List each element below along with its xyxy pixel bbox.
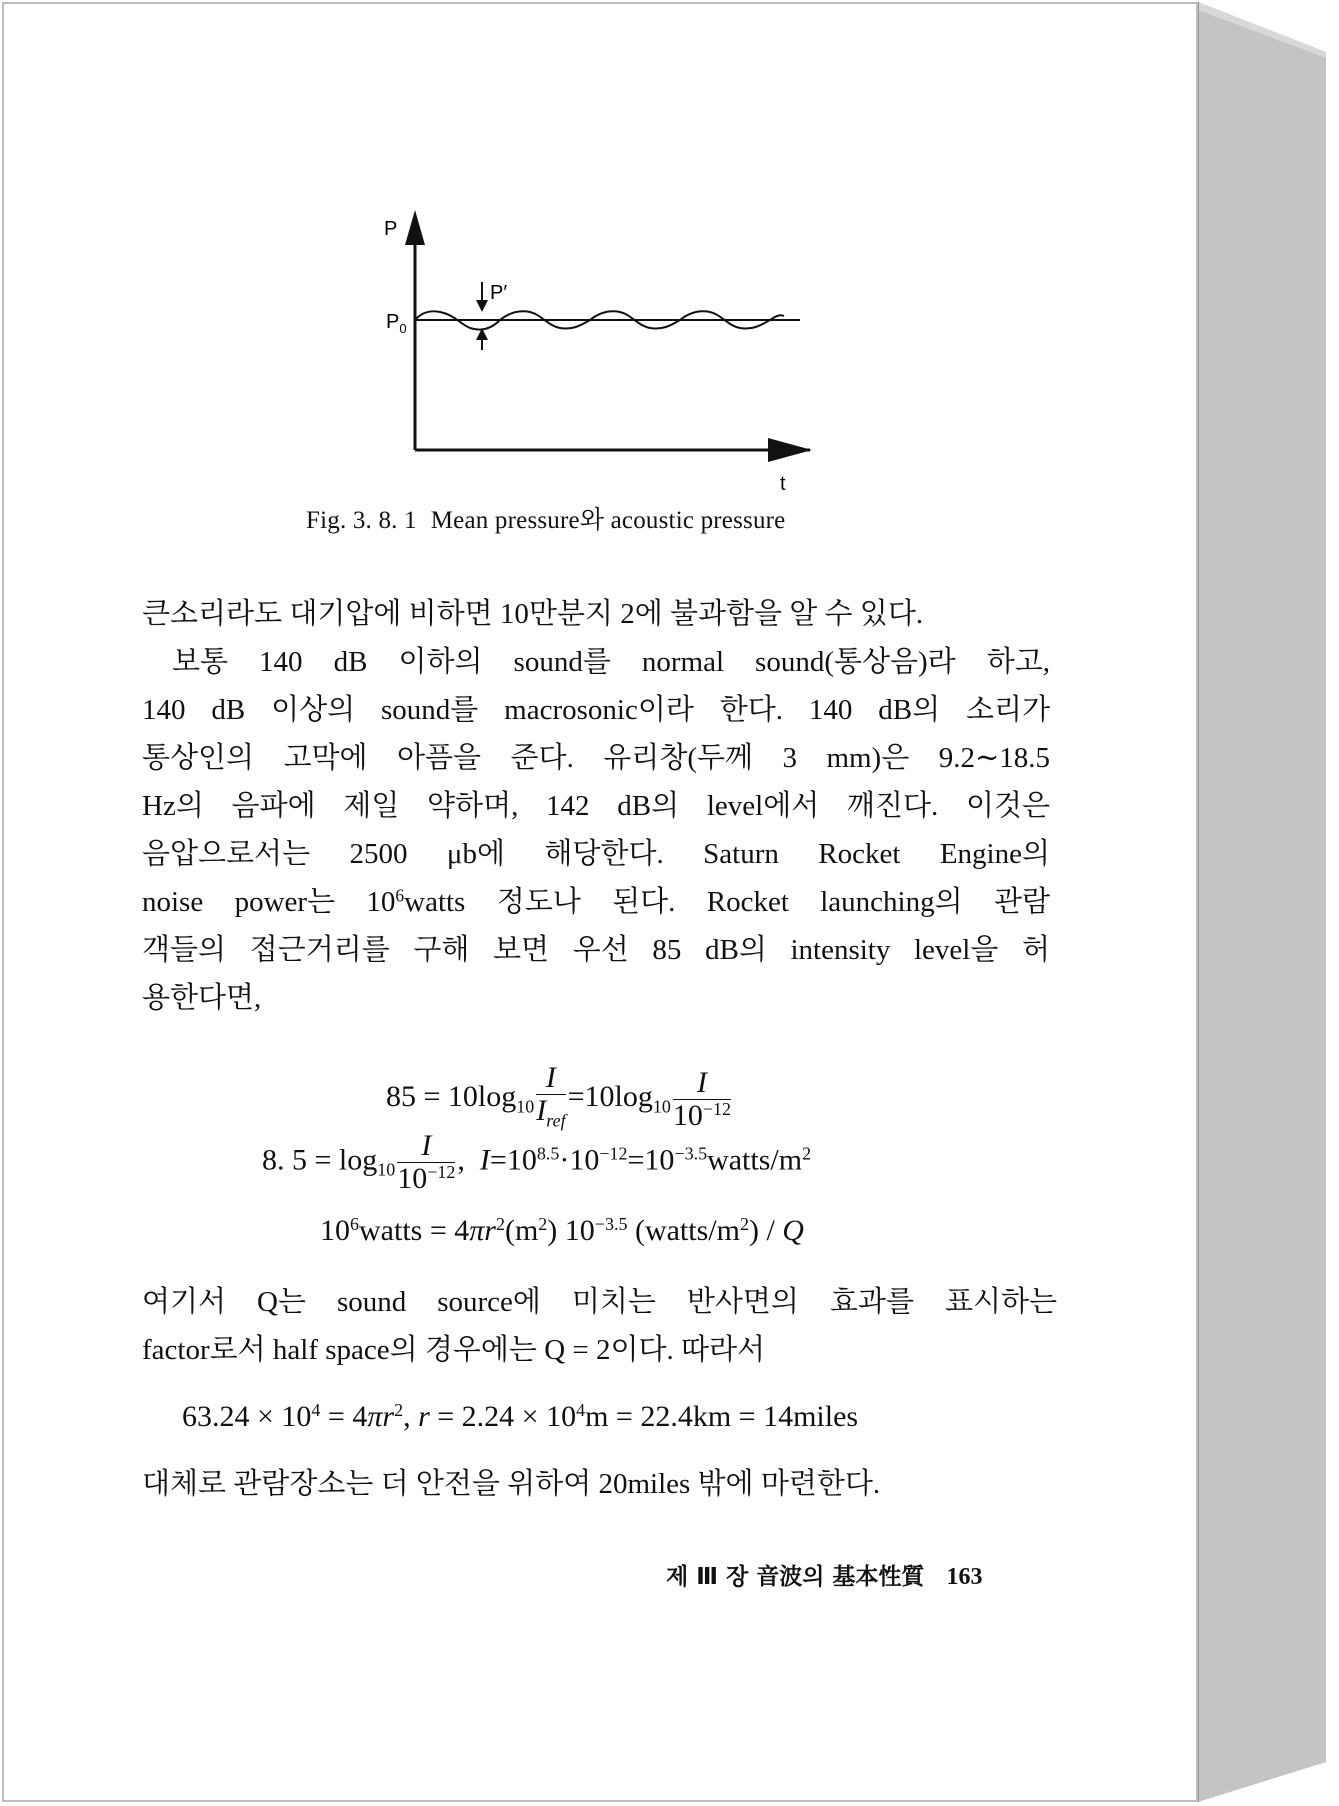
x-axis-arrow <box>768 438 812 462</box>
running-footer <box>666 1558 982 1591</box>
text-line: 대체로 관람장소는 더 안전을 위하여 20miles 밖에 마련한다. <box>142 1468 881 1500</box>
amplitude-arrow-down <box>476 300 488 312</box>
page-number: 163 <box>946 1564 983 1590</box>
text-line: 큰소리라도 대기압에 비하면 10만분지 2에 불과함을 알 수 있다. <box>142 598 924 630</box>
figure-number: Fig. 3. 8. 1 <box>306 507 417 534</box>
text-line: 용한다면, <box>142 982 262 1014</box>
y-axis-arrow <box>405 210 425 245</box>
amplitude-label: P′ <box>490 282 508 304</box>
text-line: factor로서 half space의 경우에는 Q = 2이다. 따라서 <box>142 1334 766 1366</box>
text-line: Hz의 음파에 제일 약하며, 142 dB의 level에서 깨진다. 이것은 <box>142 790 1050 822</box>
book-edge <box>1198 2 1326 1802</box>
figure-caption-text: Mean pressure와 acoustic pressure <box>430 507 786 534</box>
equation-3: $10^6watts = 4\pi r^2(m^2)$ $10^{-3.5}$ $(watts/m^2)$ / Q <box>320 1214 804 1247</box>
paragraph-1 <box>142 590 1042 638</box>
text-line: 보통 140 dB 이하의 sound를 normal sound(통상음)라 하고, <box>172 646 1050 678</box>
chapter-title: 제 Ⅲ 장 音波의 基本性質 <box>666 1564 925 1590</box>
mean-pressure-label: $P_0$ <box>386 311 407 336</box>
text-line: 음압으로서는 2500 μb에 해당한다. Saturn Rocket Engine의 <box>142 838 1050 870</box>
text-line: 여기서 Q는 sound source에 미치는 반사면의 효과를 표시하는 <box>142 1286 1057 1318</box>
paragraph-3 <box>142 1278 1057 1374</box>
equation-1: $85 = 10\log_{10}$ $\frac{I}{I_{ref}}$ $=10\log_{10}$ $\frac{I}{10^{-12}}$ <box>386 1061 732 1132</box>
pressure-diagram <box>370 200 840 500</box>
figure-caption <box>306 500 906 536</box>
x-axis-label: t <box>780 473 786 495</box>
text-line: 객들의 접근거리를 구해 보면 우선 85 dB의 intensity level을 허 <box>142 934 1050 966</box>
text-line-noise: noise power는 $10^6watts$ 정도나 된다. Rocket launching의 관람 <box>142 885 1050 918</box>
text-line: 140 dB 이상의 sound를 macrosonic이라 한다. 140 dB의 소리가 <box>142 694 1050 726</box>
paragraph-2 <box>142 638 1050 1022</box>
conclusion <box>142 1460 1062 1508</box>
equation-2: 8. $5 = \log_{10}$ $\frac{I}{10^{-12}}$ , $I=10^{8.5}\cdot 10^{-12}=10^{-3.5}watts/m^2$ <box>262 1129 812 1195</box>
equation-4: $63.24 \times 10^4 = 4\pi r^2$, $r = 2.24 \times 10^4m = 22.4km$ = 14miles <box>182 1400 859 1433</box>
text-line: 통상인의 고막에 아픔을 준다. 유리창(두께 3 mm)은 9.2∼18.5 <box>142 742 1050 774</box>
y-axis-label: P <box>384 218 398 240</box>
